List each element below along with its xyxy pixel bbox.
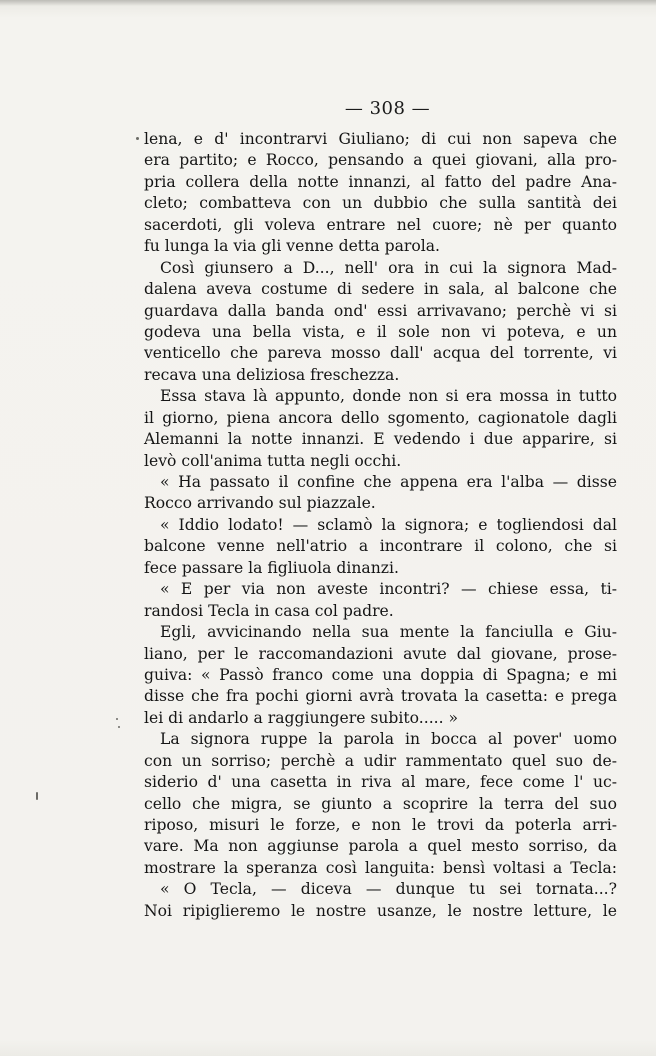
text-line: siderio d' una casetta in riva al mare, fece come l' uc- <box>144 773 617 792</box>
ink-speck <box>116 718 118 720</box>
text-line: venticello che pareva mosso dall' acqua del torrente, vi <box>144 344 617 363</box>
text-line: « Iddio lodato! — sclamò la signora; e togliendosi dal <box>160 515 617 534</box>
text-line: lei di andarlo a raggiungere subito..... » <box>144 708 459 727</box>
text-line: godeva una bella vista, e il sole non vi poteva, e un <box>144 322 617 341</box>
text-line: riposo, misuri le forze, e non le trovi da poterla arri- <box>144 816 617 834</box>
text-line: dalena aveva costume di sedere in sala, al balcone che <box>144 280 617 299</box>
text-line: Essa stava là appunto, donde non si era mossa in tutto <box>160 387 617 406</box>
text-line: liano, per le raccomandazioni avute dal giovane, prose- <box>144 644 617 663</box>
ink-speck <box>136 137 139 140</box>
text-line: sacerdoti, gli voleva entrare nel cuore; nè per quanto <box>144 215 617 234</box>
page-number: — 308 — <box>344 98 431 119</box>
text-line: La signora ruppe la parola in bocca al pover' uomo <box>160 730 617 749</box>
text-line: randosi Tecla in casa col padre. <box>144 601 394 620</box>
text-line: Noi ripiglieremo le nostre usanze, le nostre letture, le <box>144 901 617 920</box>
text-line: fu lunga la via gli venne detta parola. <box>144 237 440 256</box>
text-line: Rocco arrivando sul piazzale. <box>144 494 376 513</box>
text-line: balcone venne nell'atrio a incontrare il colono, che si <box>144 537 617 556</box>
text-line: con un sorriso; perchè a udir rammentato quel suo de- <box>144 751 617 770</box>
text-line: guiva: « Passò franco come una doppia di Spagna; e mi <box>144 665 617 684</box>
text-line: Così giunsero a D..., nell' ora in cui la signora Mad- <box>160 258 617 277</box>
text-line: Alemanni la notte innanzi. E vedendo i due apparire, si <box>144 430 617 449</box>
text-line: « E per via non aveste incontri? — chiese essa, ti- <box>160 580 617 599</box>
text-line: lena, e d' incontrarvi Giuliano; di cui non sapeva che <box>144 130 617 148</box>
text-line: guardava dalla banda ond' essi arrivavano; perchè vi si <box>144 301 617 320</box>
text-line: era partito; e Rocco, pensando a quei giovani, alla pro- <box>144 151 617 170</box>
ink-speck <box>118 726 120 728</box>
text-line: vare. Ma non aggiunse parola a quel mesto sorriso, da <box>144 837 617 856</box>
page-edge-shadow <box>0 0 656 6</box>
text-line: il giorno, piena ancora dello sgomento, cagionatole dagli <box>144 408 617 427</box>
text-line: Egli, avvicinando nella sua mente la fanciulla e Giu- <box>160 623 617 642</box>
text-line: « O Tecla, — diceva — dunque tu sei tornata...? <box>160 880 617 899</box>
body-text <box>144 129 617 922</box>
text-line: « Ha passato il confine che appena era l'alba — disse <box>160 473 617 491</box>
text-line: fece passare la figliuola dinanzi. <box>144 558 399 577</box>
text-line: levò coll'anima tutta negli occhi. <box>144 451 402 470</box>
ink-speck <box>36 792 38 800</box>
text-line: cello che migra, se giunto a scoprire la terra del suo <box>144 794 617 813</box>
text-line: disse che fra pochi giorni avrà trovata la casetta: e prega <box>144 687 617 706</box>
text-line: mostrare la speranza così languita: bensì voltasi a Tecla: <box>144 858 617 877</box>
text-line: pria collera della notte innanzi, al fatto del padre Ana- <box>144 172 617 191</box>
text-line: cleto; combatteva con un dubbio che sulla santità dei <box>144 194 617 213</box>
text-line: recava una deliziosa freschezza. <box>144 365 400 384</box>
